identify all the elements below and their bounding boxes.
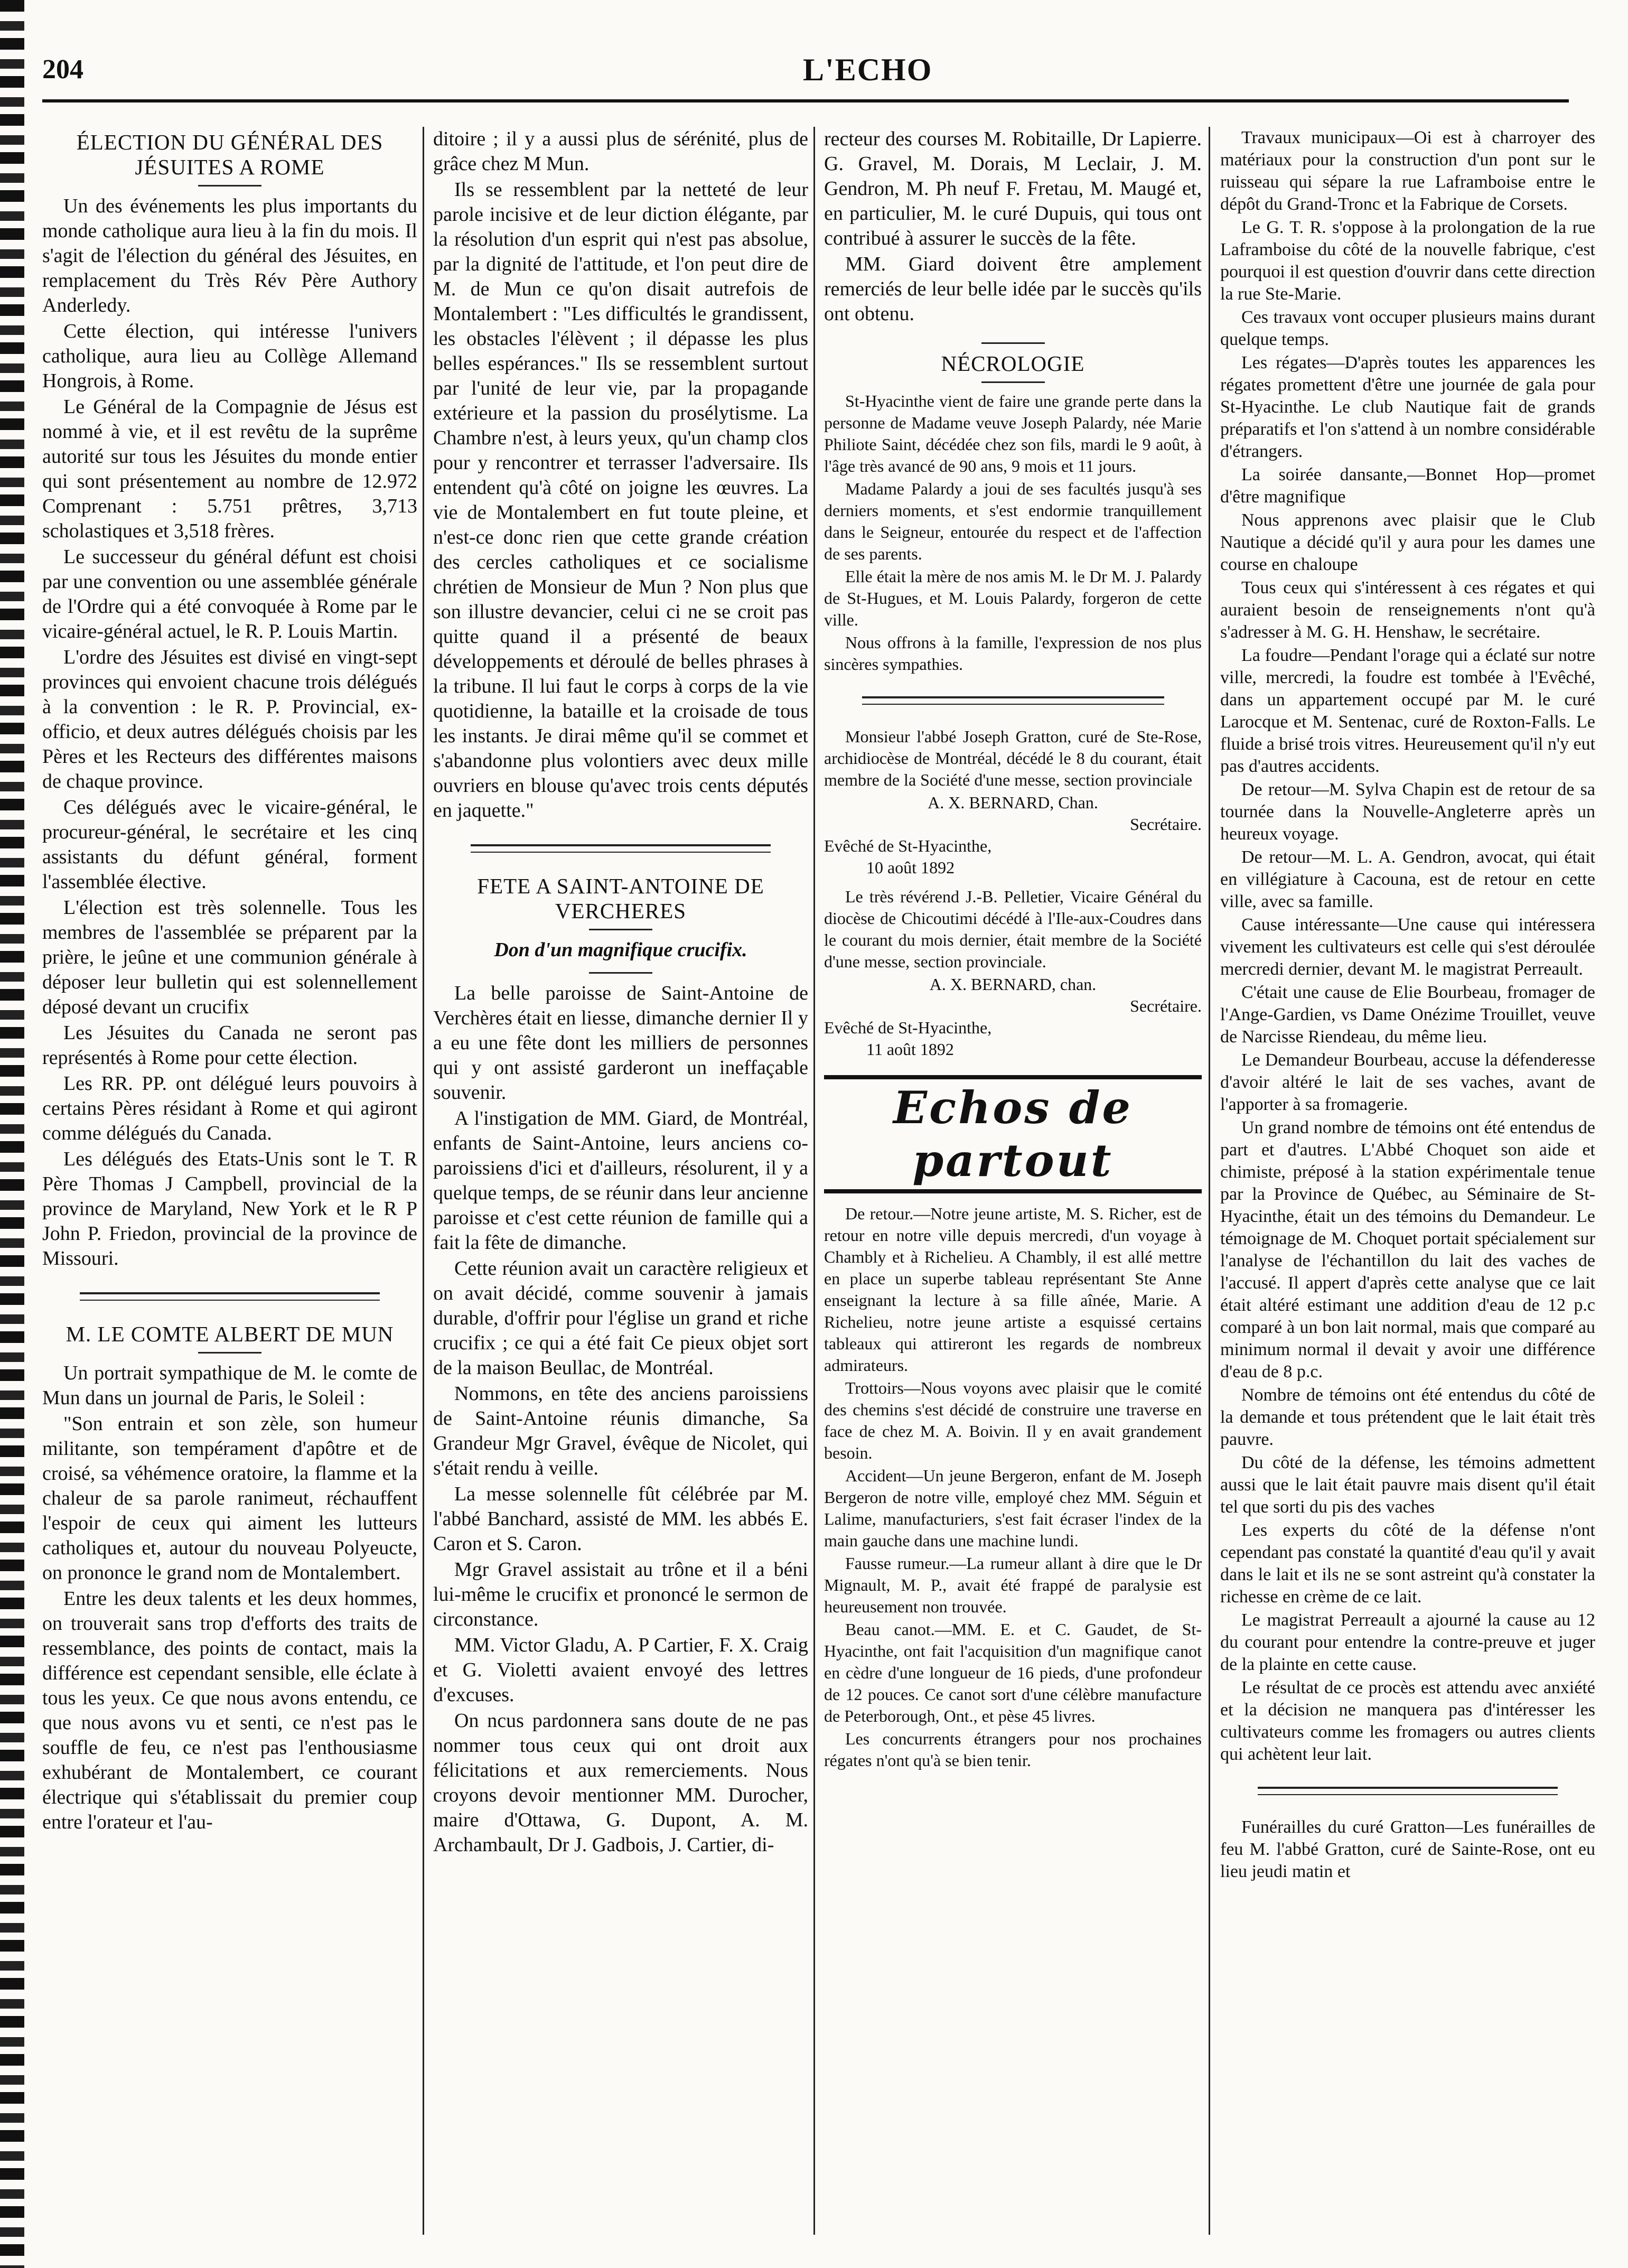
article-paragraph: Entre les deux talents et les deux hommes, on trouverait sans trop d'efforts des traits de ressemblance, des points de contact, mais la différence est cependant sensible, elle éclate à tous les yeux. Ce que nous avons entendu, ce que nous avons vu et senti, ce n'est pas le souffle de feu, ce n'est pas l'enthousiasme exhubérant de Montalembert, ce courant électrique qui s'établissait du premier coup entre l'orateur et l'au-: [42, 1588, 417, 1833]
notice-place: Evêché de St-Hyacinthe,: [824, 1018, 992, 1037]
article-paragraph: recteur des courses M. Robitaille, Dr Lapierre. G. Gravel, M. Dorais, M Leclair, J. M. Gendron, M. Ph neuf F. Fretau, M. Maugé et, en particulier, M. le curé Dupuis, qui tous ont contribué à assurer le succès de la fête.: [824, 128, 1202, 249]
article-paragraph: "Son entrain et son zèle, son humeur militante, son tempérament d'apôtre et de croisé, sa véhémence oratoire, la flamme et la chaleur de sa parole ranimeut, réchauffent l'espoir de ceux qui aiment les lutteurs catholiques et, autour du nouveau Polyeucte, on prononce le grand nom de Montalembert.: [42, 1413, 417, 1584]
article-paragraph: Cette réunion avait un caractère religieux et on avait décidé, comme souvenir à jamais durable, d'offrir pour l'église un grand et riche crucifix ; ce qui a été fait Ce pieux objet sort de la maison Beullac, de Montréal.: [433, 1257, 808, 1379]
necrology-paragraph: St-Hyacinthe vient de faire une grande perte dans la personne de Madame veuve Joseph Palardy, née Marie Philiote Saint, décédée chez son fils, mardi le 9 août, à l'âge très avancé de 90 ans, 9 mois et 11 jours.: [824, 391, 1202, 475]
echo-item: Tous ceux qui s'intéressent à ces régates et qui auraient besoin de renseignements n'ont qu'à s'adresser à M. G. H. Henshaw, le secrétaire.: [1220, 578, 1595, 642]
article-paragraph: L'élection est très solennelle. Tous les membres de l'assemblée se préparent par la prière, le jeûne et une communion générale à déposer leur bulletin qui est solennellement déposé devant un crucifix: [42, 897, 417, 1018]
article-paragraph: La messe solennelle fût célébrée par M. l'abbé Banchard, assisté de MM. les abbés E. Caron et S. Caron.: [433, 1483, 808, 1555]
article-paragraph: La belle paroisse de Saint-Antoine de Verchères était en liesse, dimanche dernier Il y a eu une fête dont les milliers de personnes qui y ont assisté garderont un ineffaçable souvenir.: [433, 982, 808, 1104]
echo-item: Funérailles du curé Gratton—Les funérailles de feu M. l'abbé Gratton, curé de Sainte-Rose, ont eu lieu jeudi matin et: [1220, 1817, 1595, 1881]
article-separator: [1258, 1787, 1558, 1795]
heading-rule: [198, 185, 261, 186]
article-paragraph: Un portrait sympathique de M. le comte de Mun dans un journal de Paris, le Soleil :: [42, 1362, 417, 1409]
column-divider: [813, 127, 815, 2235]
article-separator: [862, 696, 1164, 705]
notice-signature-title: Secrétaire.: [1130, 815, 1202, 834]
article-subheading: Don d'un magnifique crucifix.: [494, 939, 747, 961]
necrology-paragraph: Madame Palardy a joui de ses facultés jusqu'à ses derniers moments, et s'est endormie tranquillement dans le Seigneur, entourée du respect et de l'affection de ses parents.: [824, 479, 1202, 563]
newspaper-title: L'ECHO: [803, 52, 933, 87]
notice-date: 11 août 1892: [866, 1040, 954, 1059]
heading-rule: [981, 381, 1045, 383]
notice-paragraph: Le très révérend J.-B. Pelletier, Vicaire Général du diocèse de Chicoutimi décédé à l'Ile-aux-Coudres dans le courant du mois dernier, était membre de la Société d'une messe, section provinciale.: [824, 887, 1202, 971]
masthead: [42, 44, 1569, 92]
echo-item: Accident—Un jeune Bergeron, enfant de M. Joseph Bergeron de notre ville, employé chez MM. Séguin et Lalime, manufacturiers, s'est fait écraser l'index de la main gauche dans une machine lundi.: [824, 1466, 1202, 1550]
echos-heading: Echos de partout: [824, 1075, 1202, 1193]
article-paragraph: Mgr Gravel assistait au trône et il a béni lui-même le crucifix et prononcé le sermon de circonstance.: [433, 1558, 808, 1630]
article-paragraph: Le Général de la Compagnie de Jésus est nommé à vie, et il est revêtu de la suprême autorité sur tous les Jésuites du monde entier qui sont présentement au nombre de 12.972 Comprenant : 5.751 prêtres, 3,713 scholastiques et 3,518 frères.: [42, 396, 417, 542]
echo-item: Travaux municipaux—Oi est à charroyer des matériaux pour la construction d'un pont sur le ruisseau qui sépare la rue Laframboise entre le dépôt du Grand-Tronc et la Fabrique de Corsets.: [1220, 128, 1595, 214]
column-divider: [1209, 127, 1210, 2235]
echo-item: Le magistrat Perreault a ajourné la cause au 12 du courant pour entendre la contre-preuve et juger de la plainte en cette cause.: [1220, 1610, 1595, 1674]
echo-item: Les régates—D'après toutes les apparences les régates promettent d'être une journée de gala pour St-Hyacinthe. Le club Nautique fait de grands préparatifs et l'on s'attend à un nombre considérable d'étrangers.: [1220, 353, 1595, 461]
echo-item: De retour.—Notre jeune artiste, M. S. Richer, est de retour en notre ville depuis mercredi, d'un voyage à Chambly et à Richelieu. A Chambly, il est allé mettre en place un superbe tableau représentant Ste Anne enseignant la lecture à sa fille aînée, Marie. A Richelieu, notre jeune artiste a esquissé certains tableaux qui attireront les regards de nombreux admirateurs.: [824, 1204, 1202, 1375]
necrology-paragraph: Elle était la mère de nos amis M. le Dr M. J. Palardy de St-Hugues, et M. Louis Palardy, forgeron de cette ville.: [824, 567, 1202, 629]
article-paragraph: Nommons, en tête des anciens paroissiens de Saint-Antoine réunis dimanche, Sa Grandeur Mgr Gravel, évêque de Nicolet, qui s'était rendu à veille.: [433, 1383, 808, 1479]
echo-item: Ces travaux vont occuper plusieurs mains durant quelque temps.: [1220, 307, 1595, 349]
article-paragraph: Les Jésuites du Canada ne seront pas représentés à Rome pour cette élection.: [42, 1022, 417, 1069]
heading-rule: [198, 1352, 261, 1354]
echo-item: De retour—M. L. A. Gendron, avocat, qui était en villégiature à Cacouna, est de retour en cette ville, avec sa famille.: [1220, 847, 1595, 911]
column-2: [433, 127, 808, 2235]
notice-place: Evêché de St-Hyacinthe,: [824, 836, 992, 855]
echo-item: Un grand nombre de témoins ont été entendus de part et d'autres. L'Abbé Choquet son aide et chimiste, préposé à la station expérimentale tenue par la Province de Québec, au Séminaire de St-Hyacinthe, était un des témoins du Demandeur. Le témoignage de M. Choquet portait spécialement sur l'analyse de l'échantillon du lait des vaches de l'accusé. Il appert d'après cette analyse que ce lait était altéré estimant une addition d'eau de 12 p.c comparé à un bon lait normal, mais que comparé au minimum normal il devait y avoir une différence d'eau de 8 p.c.: [1220, 1118, 1595, 1382]
column-3: [824, 127, 1202, 2235]
notice-date: 10 août 1892: [866, 858, 955, 877]
article-paragraph: L'ordre des Jésuites est divisé en vingt-sept provinces qui envoient chacune trois délégués à la convention : le R. P. Provincial, ex-officio, et deux autres délégués choisis par les Pères et les Recteurs des différentes maisons de chaque province.: [42, 646, 417, 792]
echo-item: Les concurrents étrangers pour nos prochaines régates n'ont qu'à se bien tenir.: [824, 1729, 1202, 1770]
echo-item: La soirée dansante,—Bonnet Hop—promet d'être magnifique: [1220, 465, 1595, 507]
torn-binding-edge: [0, 0, 24, 2268]
echo-item: Nombre de témoins ont été entendus du côté de la demande et tous prétendent que le lait était très pauvre.: [1220, 1385, 1595, 1449]
article-paragraph: Les RR. PP. ont délégué leurs pouvoirs à certains Pères résidant à Rome et qui agiront comme délégués du Canada.: [42, 1072, 417, 1144]
necrology-paragraph: Nous offrons à la famille, l'expression de nos plus sincères sympathies.: [824, 633, 1202, 674]
article-separator: [80, 1292, 380, 1301]
article-heading: ÉLECTION DU GÉNÉRAL DES JÉSUITES A ROME: [76, 130, 383, 179]
column-divider: [423, 127, 424, 2235]
notice-signature: A. X. BERNARD, Chan.: [928, 793, 1098, 812]
echo-item: Beau canot.—MM. E. et C. Gaudet, de St-Hyacinthe, ont fait l'acquisition d'un magnifique canot en cèdre d'une longueur de 16 pieds, d'une profondeur de 12 pouces. Ce canot sort d'une célèbre manufacture de Peterborough, Ont., et pèse 45 livres.: [824, 1620, 1202, 1725]
notice-signature-title: Secrétaire.: [1130, 996, 1202, 1015]
heading-rule: [981, 342, 1045, 344]
notice-paragraph: Monsieur l'abbé Joseph Gratton, curé de Ste-Rose, archidiocèse de Montréal, décédé le 8 du courant, était membre de la Société d'une messe, section provinciale: [824, 727, 1202, 789]
echo-item: Trottoirs—Nous voyons avec plaisir que le comité des chemins s'est décidé de construire une traverse en face de chez M. A. Boivin. Il y en avait grandement besoin.: [824, 1378, 1202, 1462]
echo-item: Du côté de la défense, les témoins admettent aussi que le lait était pauvre mais disent qu'il était tel que sorti du pis des vaches: [1220, 1453, 1595, 1517]
echo-item: Nous apprenons avec plaisir que le Club Nautique a décidé qu'il y aura pour les dames une course en chaloupe: [1220, 510, 1595, 574]
echo-item: Le G. T. R. s'oppose à la prolongation de la rue Laframboise du côté de la nouvelle fabrique, c'est pourquoi il est question d'ouvrir dans cette direction la rue Ste-Marie.: [1220, 218, 1595, 304]
echo-item: Les experts du côté de la défense n'ont cependant pas constaté la quantité d'eau qu'il y avait dans le lait et ils ne se sont astreint qu'à constater la richesse en crème de ce lait.: [1220, 1520, 1595, 1607]
article-separator: [471, 844, 771, 853]
article-paragraph: MM. Giard doivent être amplement remerciés de leur belle idée par le succès qu'ils ont obtenu.: [824, 253, 1202, 325]
echo-item: Le Demandeur Bourbeau, accuse la défenderesse d'avoir altéré le lait de ses vaches, avant de l'apporter à sa fromagerie.: [1220, 1050, 1595, 1114]
echo-item: C'était une cause de Elie Bourbeau, fromager de l'Ange-Gardien, vs Dame Onézime Trouillet, veuve de Narcisse Riendeau, du même lieu.: [1220, 983, 1595, 1047]
necrology-heading: NÉCROLOGIE: [941, 351, 1085, 376]
article-paragraph: Un des événements les plus importants du monde catholique aura lieu à la fin du mois. Il s'agit de l'élection du général des Jésuites, en remplacement du Très Rév Père Authory Anderledy.: [42, 195, 417, 316]
article-paragraph: ditoire ; il y a aussi plus de sérénité, plus de grâce chez M Mun.: [433, 128, 808, 175]
heading-rule: [589, 929, 652, 930]
masthead-rule: [42, 99, 1569, 102]
article-heading: FETE A SAINT-ANTOINE DE VERCHERES: [477, 874, 764, 923]
article-paragraph: On ncus pardonnera sans doute de ne pas nommer tous ceux qui ont droit aux félicitations et aux remerciements. Nous croyons devoir mentionner MM. Durocher, maire d'Ottawa, G. Dupont, A. M. Archambault, Dr J. Gadbois, J. Cartier, di-: [433, 1710, 808, 1856]
page-number: 204: [42, 54, 83, 85]
article-paragraph: Les délégués des Etats-Unis sont le T. R Père Thomas J Campbell, provincial de la province de Maryland, New York et le R P John P. Friedon, provincial de la province de Missouri.: [42, 1148, 417, 1270]
echo-item: Cause intéressante—Une cause qui intéressera vivement les cultivateurs est celle qui s'est déroulée mercredi dernier, devant M. le magistrat Perreault.: [1220, 915, 1595, 979]
article-heading: M. LE COMTE ALBERT DE MUN: [66, 1322, 394, 1346]
article-paragraph: A l'instigation de MM. Giard, de Montréal, enfants de Saint-Antoine, leurs anciens co-paroissiens d'ici et d'ailleurs, résolurent, il y a quelque temps, de se réunir dans leur ancienne paroisse et c'est cette réunion de famille qui a fait la fête de dimanche.: [433, 1107, 808, 1254]
article-paragraph: Ces délégués avec le vicaire-général, le procureur-général, le secrétaire et les cinq assistants du défunt général, forment l'assemblée élective.: [42, 796, 417, 893]
echo-item: La foudre—Pendant l'orage qui a éclaté sur notre ville, mercredi, la foudre est tombée à l'Evêché, dans un appartement occupé par M. le curé Larocque et M. Sentenac, curé de Roxton-Falls. Le fluide a brisé trois vitres. Heureusement qu'il n'y eut pas d'autres accidents.: [1220, 646, 1595, 776]
echo-item: Le résultat de ce procès est attendu avec anxiété et la décision ne manquera pas d'intéresser les cultivateurs comme les fromagers ou autres clients qui achètent leur lait.: [1220, 1678, 1595, 1764]
column-1: [42, 127, 417, 2235]
notice-signature: A. X. BERNARD, chan.: [929, 975, 1097, 994]
echo-item: De retour—M. Sylva Chapin est de retour de sa tournée dans la Nouvelle-Angleterre après un heureux voyage.: [1220, 780, 1595, 844]
article-paragraph: Le successeur du général défunt est choisi par une convention ou une assemblée générale de l'Ordre qui a été convoquée à Rome par le vicaire-général actuel, le R. P. Louis Martin.: [42, 546, 417, 642]
echo-item: Fausse rumeur.—La rumeur allant à dire que le Dr Mignault, M. P., avait été frappé de paralysie est heureusement non trouvée.: [824, 1554, 1202, 1616]
heading-rule: [589, 972, 652, 974]
article-paragraph: Cette élection, qui intéresse l'univers catholique, aura lieu au Collège Allemand Hongrois, à Rome.: [42, 320, 417, 392]
article-paragraph: MM. Victor Gladu, A. P Cartier, F. X. Craig et G. Violetti avaient envoyé des lettres d'excuses.: [433, 1634, 808, 1706]
article-paragraph: Ils se ressemblent par la netteté de leur parole incisive et de leur diction élégante, par la résolution d'un esprit qui n'est pas absolue, par la dignité de l'attitude, et l'on peut dire de M. de Mun ce qu'on disait autrefois de Montalembert : "Les difficultés le grandissent, les obstacles l'élèvent ; il dépasse les plus belles espérances." Ils se ressemblent surtout par l'unité de leur vie, par la propagande extérieure et la passion du prosélytisme. La Chambre n'est, à leurs yeux, qu'un champ clos pour y rencontrer et terrasser l'adversaire. Ils entendent qu'à côté on joigne les œuvres. La vie de Montalembert en fut toute pleine, et n'est-ce donc rien que cette grande création des cercles catholiques et ce socialisme chrétien de Monsieur de Mun ? Non plus que son illustre devancier, celui ci ne se croit pas quitte quand il a présenté de beaux développements et déroulé de belles phrases à la tribune. Il lui faut le corps à corps de la vie quotidienne, la bataille et la croisade de tous les instants. Je dirai même qu'il se commet et s'abandonne plus volontiers avec deux mille ouvriers en blouse qu'avec trois cents députés en jaquette.": [433, 179, 808, 822]
column-4: [1220, 127, 1595, 2235]
